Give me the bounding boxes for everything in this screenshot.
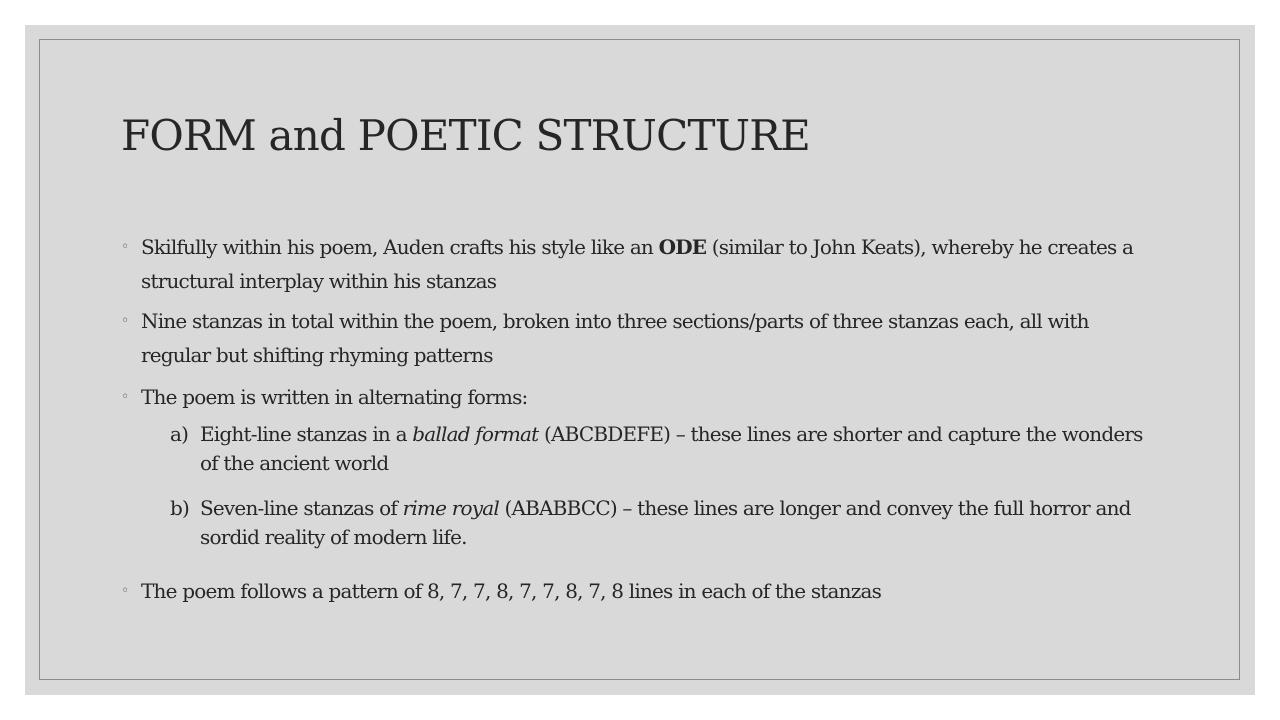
- subitem-ballad: [170, 420, 1151, 478]
- subitem-text-continued: (ABCBDEFE) – these lines are shorter and capture the wonders of the ancient world: [200, 422, 1143, 475]
- bullet-text-continued: (similar to John Keats), whereby he creates a structural interplay within his stanzas: [141, 235, 1134, 293]
- slide-body: [121, 230, 1151, 608]
- bullet-text: Nine stanzas in total within the poem, broken into three sections/parts of three stanzas each, all with regular but shifting rhyming patterns: [141, 309, 1089, 367]
- bullet-marker: ◦: [121, 313, 129, 329]
- subitem-text-continued: (ABABBCC) – these lines are longer and convey the full horror and sordid reality of modern life.: [200, 496, 1131, 549]
- bullet-marker: ◦: [121, 389, 129, 405]
- subitem-letter: b): [170, 496, 190, 520]
- subitem-letter: a): [170, 422, 189, 446]
- bullet-stanzas: [121, 304, 1151, 372]
- bullet-text: The poem is written in alternating forms:: [141, 385, 528, 409]
- subitem-italic-text: ballad format: [412, 422, 539, 446]
- subitem-rime-royal: [170, 494, 1151, 552]
- bullet-marker: ◦: [121, 583, 129, 599]
- bullet-text: The poem follows a pattern of 8, 7, 7, 8, 7, 7, 8, 7, 8 lines in each of the stanzas: [141, 579, 882, 603]
- slide-title: FORM and POETIC STRUCTURE: [121, 111, 810, 160]
- bullet-alternating-forms: [121, 380, 1151, 414]
- bullet-ode: [121, 230, 1151, 298]
- slide: [25, 25, 1255, 695]
- bullet-bold-text: ODE: [658, 235, 707, 259]
- subitem-text: Eight-line stanzas in a: [200, 422, 413, 446]
- bullet-line-pattern: [121, 574, 1151, 608]
- bullet-marker: ◦: [121, 239, 129, 255]
- bullet-text: Skilfully within his poem, Auden crafts his style like an: [141, 235, 659, 259]
- subitem-italic-text: rime royal: [402, 496, 499, 520]
- subitem-text: Seven-line stanzas of: [200, 496, 403, 520]
